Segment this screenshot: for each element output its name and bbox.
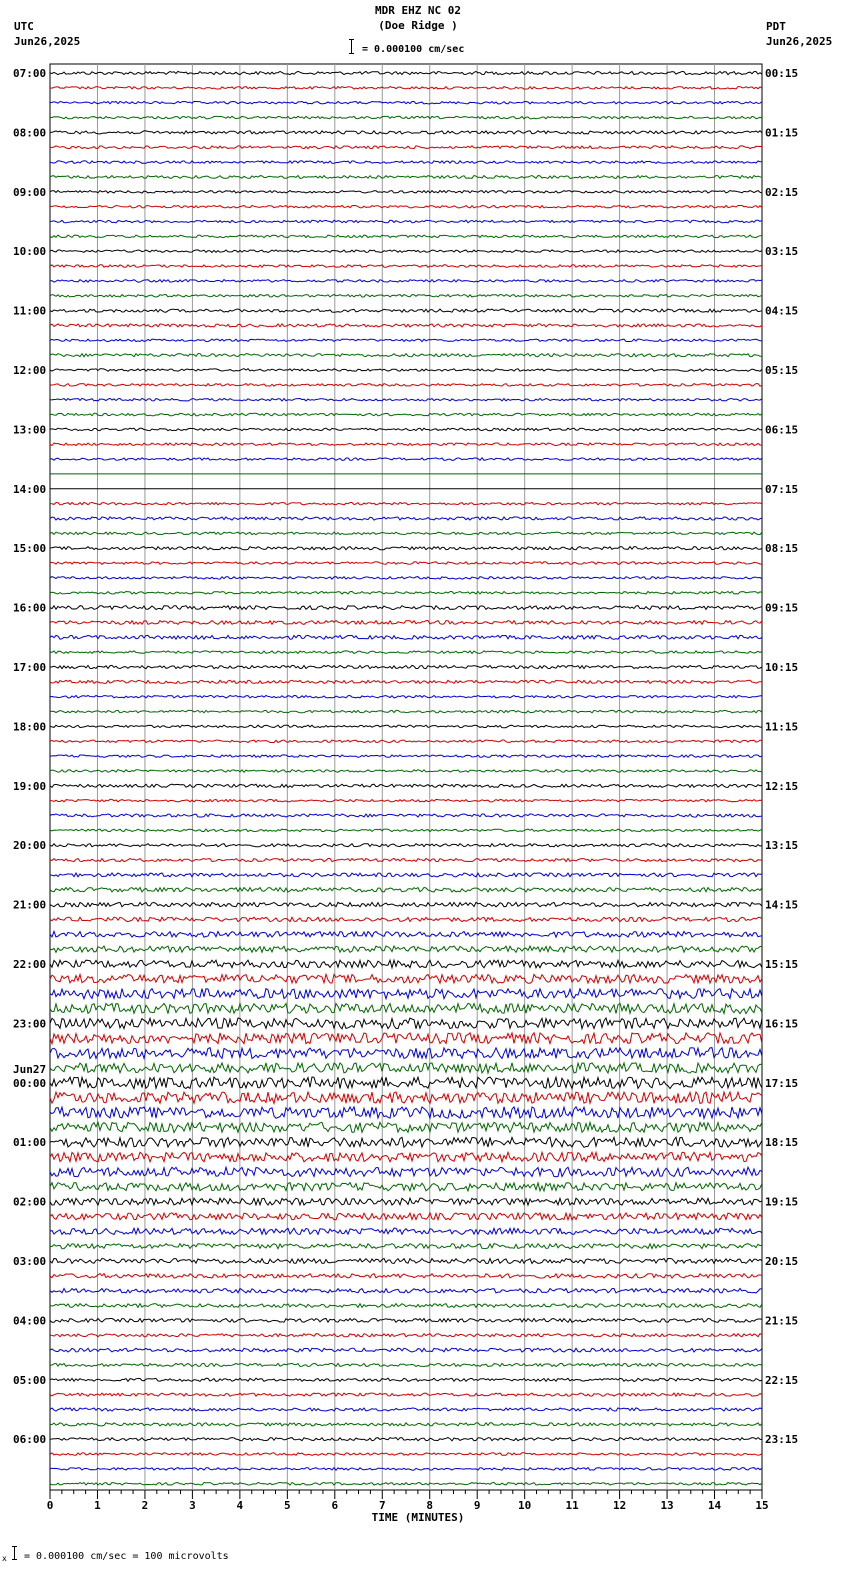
seismic-trace xyxy=(50,428,762,431)
left-hour-label: 10:00 xyxy=(13,245,47,259)
x-tick-label: 5 xyxy=(284,1499,291,1512)
seismic-trace xyxy=(50,859,762,862)
seismic-trace xyxy=(50,1483,762,1486)
x-tick-label: 15 xyxy=(755,1499,769,1512)
left-date: Jun26,2025 xyxy=(14,35,81,48)
x-tick-label: 10 xyxy=(518,1499,532,1512)
seismic-trace xyxy=(50,974,762,983)
left-hour-label: 16:00 xyxy=(13,601,47,615)
seismic-trace xyxy=(50,989,762,999)
seismic-trace xyxy=(50,324,762,327)
x-tick-label: 2 xyxy=(141,1499,149,1512)
x-tick-label: 4 xyxy=(236,1499,244,1512)
right-hour-label: 21:15 xyxy=(765,1314,799,1328)
seismic-trace xyxy=(50,695,762,698)
seismic-trace xyxy=(50,205,762,208)
left-hour-label: 04:00 xyxy=(13,1314,47,1328)
footer-mark: x xyxy=(2,1554,7,1563)
seismic-trace xyxy=(50,592,762,595)
left-hour-label: 12:00 xyxy=(13,364,47,377)
seismic-trace xyxy=(50,443,762,446)
seismic-trace xyxy=(50,295,762,298)
seismic-trace xyxy=(50,844,762,847)
seismic-trace xyxy=(50,1334,762,1337)
seismic-trace xyxy=(50,1167,762,1177)
seismic-trace xyxy=(50,1408,762,1411)
seismic-trace xyxy=(50,1048,762,1059)
seismic-trace xyxy=(50,1378,762,1381)
right-hour-label: 05:15 xyxy=(765,364,799,377)
seismic-trace xyxy=(50,1319,762,1323)
left-hour-label: 23:00 xyxy=(13,1017,47,1031)
seismic-trace xyxy=(50,384,762,387)
seismic-trace xyxy=(50,680,762,683)
left-hour-label: 01:00 xyxy=(13,1136,47,1150)
seismic-trace xyxy=(50,235,762,238)
seismic-trace xyxy=(50,1122,762,1132)
seismic-trace xyxy=(50,606,762,610)
x-tick-label: 8 xyxy=(426,1499,434,1512)
right-hour-label: 02:15 xyxy=(765,185,799,199)
left-hour-label: 09:00 xyxy=(13,185,47,199)
seismic-trace xyxy=(50,547,762,550)
station-title: MDR EHZ NC 02 xyxy=(374,4,462,17)
x-tick-label: 7 xyxy=(378,1499,386,1512)
right-hour-label: 20:15 xyxy=(765,1255,799,1268)
right-hour-label: 10:15 xyxy=(765,661,799,674)
left-hour-label: 06:00 xyxy=(13,1433,47,1447)
seismic-trace xyxy=(50,1438,762,1441)
seismic-trace xyxy=(50,1393,762,1396)
seismic-trace xyxy=(50,784,762,787)
seismic-trace xyxy=(50,621,762,625)
right-hour-label: 07:15 xyxy=(765,482,799,496)
x-tick-label: 3 xyxy=(189,1499,196,1512)
right-hour-label: 03:15 xyxy=(765,245,799,259)
seismic-trace xyxy=(50,71,762,74)
seismic-trace xyxy=(50,1244,762,1249)
seismic-trace xyxy=(50,1453,762,1456)
seismic-trace xyxy=(50,888,762,893)
seismic-trace xyxy=(50,87,762,90)
seismic-trace xyxy=(50,946,762,952)
seismic-trace xyxy=(50,770,762,773)
scale-text: = 0.000100 cm/sec xyxy=(362,44,465,55)
right-hour-label: 09:15 xyxy=(765,601,799,615)
seismic-trace xyxy=(50,413,762,416)
seismic-trace xyxy=(50,191,762,194)
left-hour-label: 22:00 xyxy=(13,958,47,971)
seismic-trace xyxy=(50,146,762,149)
right-hour-label: 11:15 xyxy=(765,720,799,734)
seismic-trace xyxy=(50,1289,762,1293)
right-hour-label: 18:15 xyxy=(765,1136,799,1150)
seismic-trace xyxy=(50,651,762,654)
seismic-trace xyxy=(50,1259,762,1264)
left-hour-label: 13:00 xyxy=(13,423,47,437)
seismic-trace xyxy=(50,710,762,713)
left-hour-label: 15:00 xyxy=(13,542,47,556)
seismic-trace xyxy=(50,1423,762,1426)
seismic-trace xyxy=(50,1077,762,1089)
x-axis-label: TIME (MINUTES) xyxy=(371,1511,465,1524)
seismic-trace xyxy=(50,1183,762,1191)
seismic-trace xyxy=(50,902,762,906)
seismic-trace xyxy=(50,220,762,223)
seismic-trace xyxy=(50,740,762,743)
seismic-trace xyxy=(50,101,762,104)
seismic-trace xyxy=(50,176,762,179)
right-hour-label: 04:15 xyxy=(765,304,799,318)
right-hour-label: 08:15 xyxy=(765,542,799,556)
seismic-trace xyxy=(50,280,762,283)
seismic-trace xyxy=(50,1003,762,1013)
right-hour-label: 22:15 xyxy=(765,1373,799,1387)
seismic-trace xyxy=(50,265,762,268)
left-hour-label: 21:00 xyxy=(13,898,47,912)
right-hour-label: 00:15 xyxy=(765,67,799,80)
seismic-trace xyxy=(50,873,762,877)
right-hour-label: 06:15 xyxy=(765,423,799,437)
seismic-trace xyxy=(50,354,762,357)
seismic-trace xyxy=(50,131,762,134)
left-hour-label: 05:00 xyxy=(13,1373,47,1387)
right-hour-label: 17:15 xyxy=(765,1076,799,1090)
seismic-trace xyxy=(50,1363,762,1366)
seismic-trace xyxy=(50,814,762,817)
left-hour-label: 08:00 xyxy=(13,126,47,140)
seismic-trace xyxy=(50,755,762,758)
seismic-trace xyxy=(50,960,762,968)
right-hour-label: 23:15 xyxy=(765,1433,799,1447)
footer-scale-bar-icon xyxy=(14,1546,15,1560)
left-hour-label: 00:00 xyxy=(13,1076,47,1090)
seismic-trace xyxy=(50,502,762,505)
right-hour-label: 01:15 xyxy=(765,126,799,140)
seismic-trace xyxy=(50,917,762,922)
seismic-trace xyxy=(50,1107,762,1119)
seismic-trace xyxy=(50,635,762,639)
seismic-trace xyxy=(50,725,762,728)
x-tick-label: 11 xyxy=(565,1499,579,1512)
x-tick-label: 14 xyxy=(707,1499,722,1512)
seismic-trace xyxy=(50,1213,762,1220)
axis-labels xyxy=(13,67,798,1512)
right-timezone: PDT xyxy=(766,20,786,33)
seismic-trace xyxy=(50,1033,762,1044)
right-hour-label: 16:15 xyxy=(765,1017,799,1031)
seismic-trace xyxy=(50,577,762,580)
left-hour-label: 19:00 xyxy=(13,779,47,793)
seismic-trace xyxy=(50,1137,762,1147)
seismic-trace xyxy=(50,1063,762,1073)
seismic-trace xyxy=(50,931,762,937)
seismic-trace xyxy=(50,1198,762,1205)
seismic-trace xyxy=(50,1228,762,1234)
right-hour-label: 15:15 xyxy=(765,958,799,971)
x-tick-label: 9 xyxy=(473,1499,481,1512)
seismic-trace xyxy=(50,116,762,119)
seismic-trace xyxy=(50,398,762,401)
seismic-trace xyxy=(50,458,762,461)
left-hour-label: 03:00 xyxy=(13,1255,47,1268)
x-tick-label: 6 xyxy=(331,1499,339,1512)
trace-group xyxy=(50,71,762,1485)
left-hour-label: 02:00 xyxy=(13,1195,47,1209)
x-tick-label: 13 xyxy=(660,1499,674,1512)
seismic-trace xyxy=(50,829,762,832)
seismic-trace xyxy=(50,250,762,253)
seismic-trace xyxy=(50,1348,762,1352)
right-hour-label: 14:15 xyxy=(765,898,799,912)
x-tick-label: 1 xyxy=(94,1499,101,1512)
left-hour-label: 14:00 xyxy=(13,482,47,496)
seismic-trace xyxy=(50,161,762,164)
seismic-trace xyxy=(50,1468,762,1471)
seismic-trace xyxy=(50,1092,762,1104)
seismic-trace xyxy=(50,1018,762,1029)
x-tick-label: 0 xyxy=(46,1499,54,1512)
right-date: Jun26,2025 xyxy=(766,35,833,48)
station-name: (Doe Ridge ) xyxy=(378,19,458,32)
footer-scale-text: = 0.000100 cm/sec = 100 microvolts xyxy=(24,1551,229,1562)
right-hour-label: 13:15 xyxy=(765,839,799,853)
left-hour-label: 07:00 xyxy=(13,67,47,80)
seismic-trace xyxy=(50,339,762,342)
seismic-trace xyxy=(50,1152,762,1162)
seismic-trace xyxy=(50,665,762,668)
seismic-trace xyxy=(50,532,762,535)
seismic-trace xyxy=(50,309,762,312)
x-tick-label: 12 xyxy=(612,1499,627,1512)
left-hour-label: 20:00 xyxy=(13,839,47,853)
left-hour-label: 18:00 xyxy=(13,720,47,734)
grid xyxy=(50,64,762,1499)
right-hour-label: 12:15 xyxy=(765,779,799,793)
left-hour-label: 11:00 xyxy=(13,304,47,318)
seismic-trace xyxy=(50,562,762,565)
seismic-trace xyxy=(50,799,762,802)
seismic-trace xyxy=(50,1274,762,1279)
seismic-trace xyxy=(50,369,762,372)
day-change-label: Jun27 xyxy=(13,1062,47,1076)
left-hour-label: 17:00 xyxy=(13,661,47,674)
seismic-trace xyxy=(50,517,762,520)
left-timezone: UTC xyxy=(14,20,34,33)
right-hour-label: 19:15 xyxy=(765,1195,799,1209)
seismic-trace xyxy=(50,1304,762,1308)
